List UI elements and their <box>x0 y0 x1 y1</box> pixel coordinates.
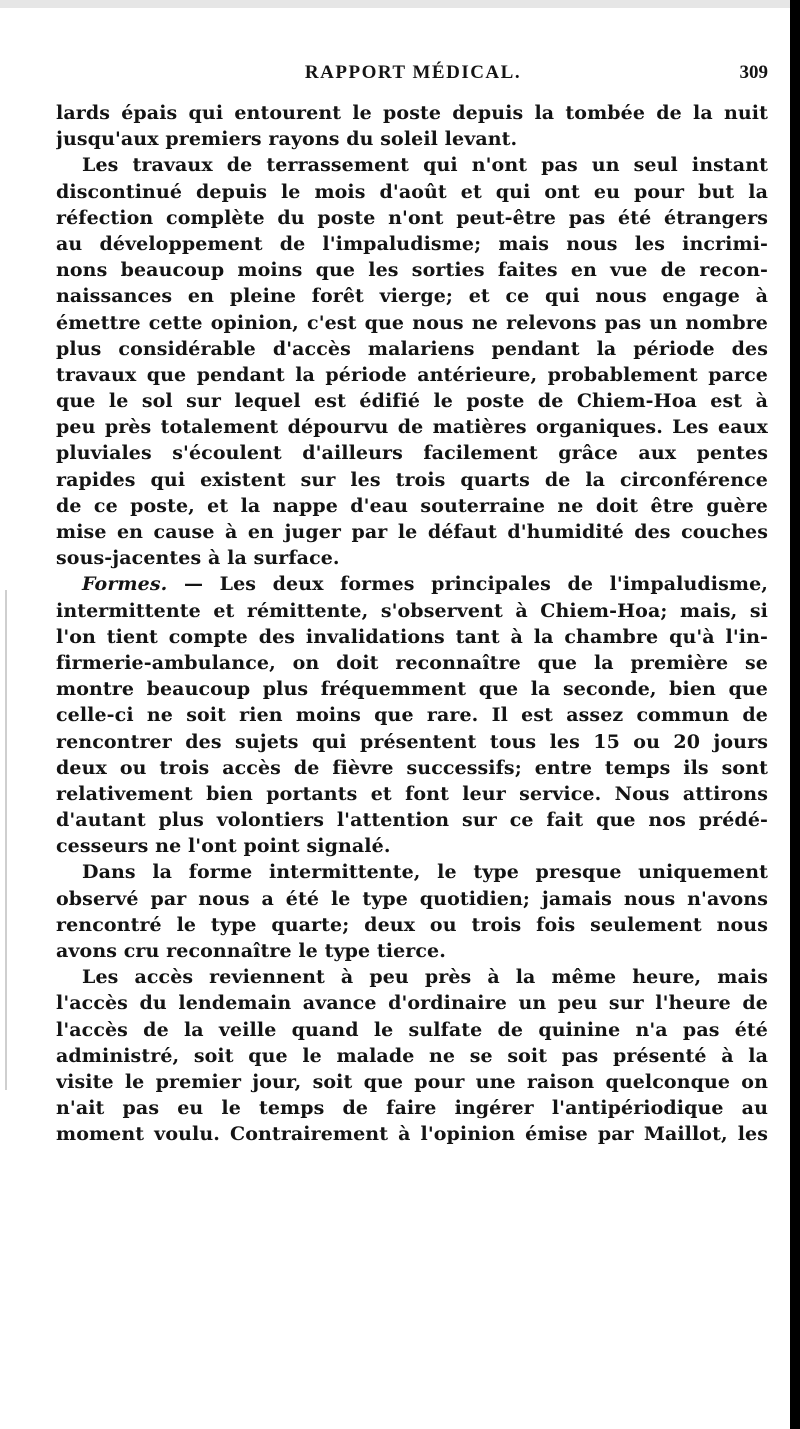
text-line: l'accès du lendemain avance d'ordinaire un peu sur l'heure de <box>56 992 768 1015</box>
section-heading-continuation: — Les deux formes principales de l'impaludisme, <box>183 573 768 596</box>
text-line: Dans la forme intermittente, le type presque uniquement <box>82 861 768 884</box>
text-line: mise en cause à en juger par le défaut d'humidité des couches <box>56 521 768 543</box>
text-line: firmerie-ambulance, on doit reconnaître que la première se <box>56 651 768 674</box>
text-line: discontinué depuis le mois d'août et qui ont eu pour but la <box>56 180 768 203</box>
text-line: au développement de l'impaludisme; mais nous les incrimi- <box>56 232 768 255</box>
text-line: rencontrer des sujets qui présentent tous les 15 ou 20 jours <box>56 730 768 753</box>
text-line: sous-jacentes à la surface. <box>56 547 340 570</box>
text-line: montre beaucoup plus fréquemment que la seconde, bien que <box>56 678 768 701</box>
text-line: l'on tient compte des invalidations tant à la chambre qu'à l'in- <box>56 625 768 648</box>
text-line: celle-ci ne soit rien moins que rare. Il est assez commun de <box>56 704 768 727</box>
text-line: l'accès de la veille quand le sulfate de quinine n'a pas été <box>56 1018 768 1041</box>
text-line: visite le premier jour, soit que pour une raison quelconque on <box>56 1070 768 1093</box>
text-line: plus considérable d'accès malariens pendant la période des <box>56 337 768 360</box>
text-line: que le sol sur lequel est édifié le poste de Chiem-Hoa est à <box>56 390 768 413</box>
text-line: peu près totalement dépourvu de matières organiques. Les eaux <box>56 416 768 439</box>
text-line: deux ou trois accès de fièvre successifs; entre temps ils sont <box>56 756 768 779</box>
text-line: intermittente et rémittente, s'observent à Chiem-Hoa; mais, si <box>56 599 768 622</box>
page-number: 309 <box>739 62 768 83</box>
text-line: moment voulu. Contrairement à l'opinion émise par Maillot, les <box>56 1123 768 1146</box>
text-line: avons cru reconnaître le type tierce. <box>56 940 446 962</box>
section-heading: Formes. <box>82 573 168 596</box>
text-line: Les accès reviennent à peu près à la même heure, mais <box>82 966 768 989</box>
text-line: n'ait pas eu le temps de faire ingérer l'antipériodique au <box>56 1097 768 1120</box>
text-line: rapides qui existent sur les trois quarts de la circonférence <box>56 468 768 491</box>
text-line: d'autant plus volontiers l'attention sur ce fait que nos prédé- <box>56 809 768 832</box>
text-line: émettre cette opinion, c'est que nous ne relevons pas un nombre <box>56 311 768 334</box>
scan-left-shadow <box>5 590 7 1090</box>
text-line: lards épais qui entourent le poste depuis la tombée de la nuit <box>56 102 768 124</box>
scan-right-border <box>790 0 800 1429</box>
text-line: cesseurs ne l'ont point signalé. <box>56 835 391 858</box>
text-line: observé par nous a été le type quotidien; jamais nous n'avons <box>56 887 768 910</box>
running-head <box>58 62 768 90</box>
text-line: administré, soit que le malade ne se soit pas présenté à la <box>56 1044 768 1067</box>
text-line: de ce poste, et la nappe d'eau souterraine ne doit être guère <box>56 494 768 517</box>
text-line: relativement bien portants et font leur service. Nous attirons <box>56 782 768 805</box>
scan-top-edge <box>0 0 790 8</box>
text-line: rencontré le type quarte; deux ou trois fois seulement nous <box>56 913 768 936</box>
text-line: réfection complète du poste n'ont peut-être pas été étrangers <box>56 206 768 229</box>
text-line: jusqu'aux premiers rayons du soleil levant. <box>56 128 518 151</box>
text-line-section-start <box>56 571 768 597</box>
text-line: naissances en pleine forêt vierge; et ce qui nous engage à <box>56 285 768 308</box>
body-text <box>56 100 768 1148</box>
text-line: travaux que pendant la période antérieure, probablement parce <box>56 363 768 386</box>
text-line: nons beaucoup moins que les sorties faites en vue de recon- <box>56 259 768 282</box>
text-line: pluviales s'écoulent d'ailleurs facilement grâce aux pentes <box>56 442 768 465</box>
text-line: Les travaux de terrassement qui n'ont pas un seul instant <box>82 154 768 177</box>
running-title: RAPPORT MÉDICAL. <box>304 62 522 83</box>
